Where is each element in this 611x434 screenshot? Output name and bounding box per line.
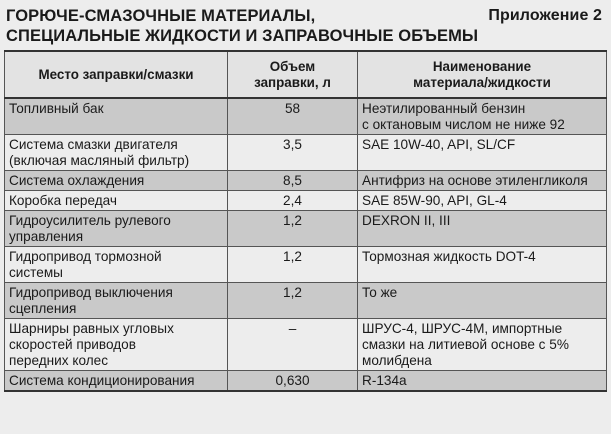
cell-volume: 1,2 xyxy=(228,247,358,283)
cell-volume: 0,630 xyxy=(228,371,358,392)
table-header-row xyxy=(5,51,607,98)
cell-place: Коробка передач xyxy=(5,191,228,211)
heading-title-line2: СПЕЦИАЛЬНЫЕ ЖИДКОСТИ И ЗАПРАВОЧНЫЕ ОБЪЕМЫ xyxy=(6,27,479,45)
cell-place: Система охлаждения xyxy=(5,171,228,191)
cell-material: Тормозная жидкость DOT-4 xyxy=(358,247,607,283)
fluids-table xyxy=(4,50,607,392)
cell-place: Система кондиционирования xyxy=(5,371,228,392)
cell-volume: – xyxy=(228,319,358,371)
cell-volume: 1,2 xyxy=(228,211,358,247)
table-row xyxy=(5,98,607,135)
cell-material: Неэтилированный бензин с октановым числом не ниже 92 xyxy=(358,98,607,135)
cell-material: SAE 85W-90, API, GL-4 xyxy=(358,191,607,211)
appendix-label: Приложение 2 xyxy=(488,7,602,24)
table-row xyxy=(5,247,607,283)
cell-place: Шарниры равных угловых скоростей приводов передних колес xyxy=(5,319,228,371)
cell-material: SAE 10W-40, API, SL/CF xyxy=(358,135,607,171)
document-heading xyxy=(6,6,606,46)
table-row xyxy=(5,371,607,392)
header-place: Место заправки/смазки xyxy=(5,51,228,98)
table-row xyxy=(5,135,607,171)
cell-place: Гидроусилитель рулевого управления xyxy=(5,211,228,247)
cell-place: Гидропривод тормозной системы xyxy=(5,247,228,283)
table-row xyxy=(5,171,607,191)
cell-material: ШРУС-4, ШРУС-4М, импортные смазки на литиевой основе с 5% молибдена xyxy=(358,319,607,371)
header-material: Наименование материала/жидкости xyxy=(358,51,607,98)
cell-material: Антифриз на основе этиленгликоля xyxy=(358,171,607,191)
heading-title-line1: ГОРЮЧЕ-СМАЗОЧНЫЕ МАТЕРИАЛЫ, xyxy=(6,7,316,25)
cell-place: Система смазки двигателя (включая масляный фильтр) xyxy=(5,135,228,171)
cell-place: Топливный бак xyxy=(5,98,228,135)
cell-volume: 8,5 xyxy=(228,171,358,191)
cell-material: DEXRON II, III xyxy=(358,211,607,247)
table-row xyxy=(5,191,607,211)
cell-volume: 58 xyxy=(228,98,358,135)
cell-volume: 1,2 xyxy=(228,283,358,319)
cell-material: R-134a xyxy=(358,371,607,392)
cell-place: Гидропривод выключения сцепления xyxy=(5,283,228,319)
cell-material: То же xyxy=(358,283,607,319)
cell-volume: 3,5 xyxy=(228,135,358,171)
cell-volume: 2,4 xyxy=(228,191,358,211)
table-row xyxy=(5,283,607,319)
table-row xyxy=(5,211,607,247)
header-volume: Объем заправки, л xyxy=(228,51,358,98)
table-row xyxy=(5,319,607,371)
